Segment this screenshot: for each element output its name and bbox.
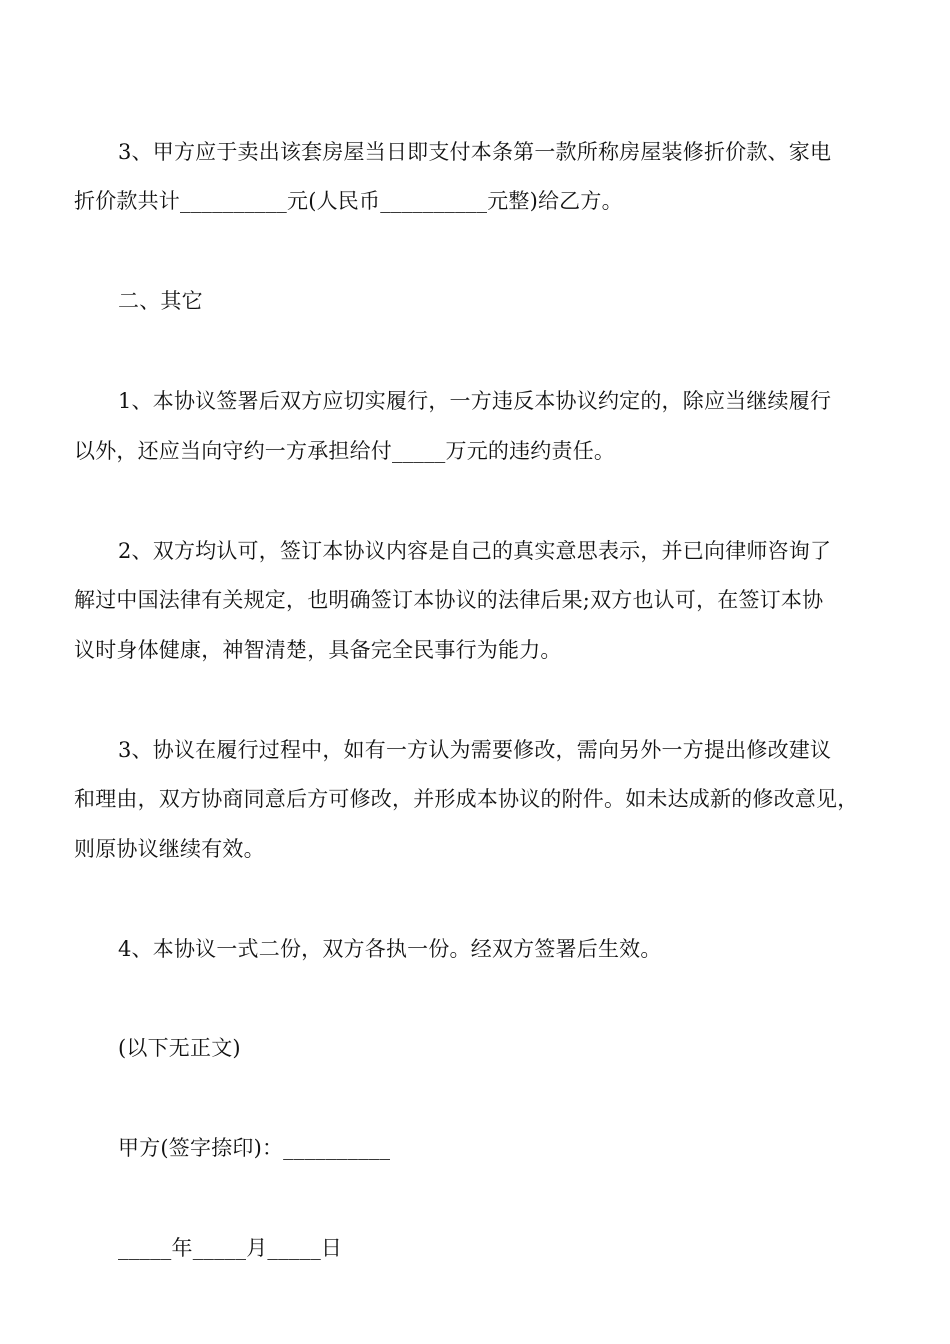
- item2-line-2: 解过中国法律有关规定，也明确签订本协议的法律后果;双方也认可，在签订本协: [74, 588, 824, 612]
- item2-line-1: 2、双方均认可，签订本协议内容是自己的真实意思表示，并已向律师咨询了: [118, 539, 832, 563]
- item1-line-2: 以外，还应当向守约一方承担给付_____万元的违约责任。: [74, 439, 616, 463]
- item1-line-1: 1、本协议签署后双方应切实履行，一方违反本协议约定的，除应当继续履行: [118, 389, 832, 413]
- item4-line-1: 4、本协议一式二份，双方各执一份。经双方签署后生效。: [118, 937, 662, 961]
- date-line: _____年_____月_____日: [118, 1236, 343, 1260]
- clause3-line-1: 3、甲方应于卖出该套房屋当日即支付本条第一款所称房屋装修折价款、家电: [118, 140, 832, 164]
- item3-line-2: 和理由，双方协商同意后方可修改，并形成本协议的附件。如未达成新的修改意见，: [74, 787, 859, 811]
- item3-line-1: 3、协议在履行过程中，如有一方认为需要修改，需向另外一方提出修改建议: [118, 738, 832, 762]
- clause3-line-2: 折价款共计__________元(人民币__________元整)给乙方。: [74, 189, 623, 213]
- end-note: (以下无正文): [118, 1036, 241, 1060]
- item3-line-3: 则原协议继续有效。: [74, 837, 265, 861]
- section-heading-other: 二、其它: [118, 289, 203, 313]
- party-a-signature: 甲方(签字捺印)：__________: [118, 1136, 391, 1160]
- item2-line-3: 议时身体健康，神智清楚，具备完全民事行为能力。: [74, 638, 562, 662]
